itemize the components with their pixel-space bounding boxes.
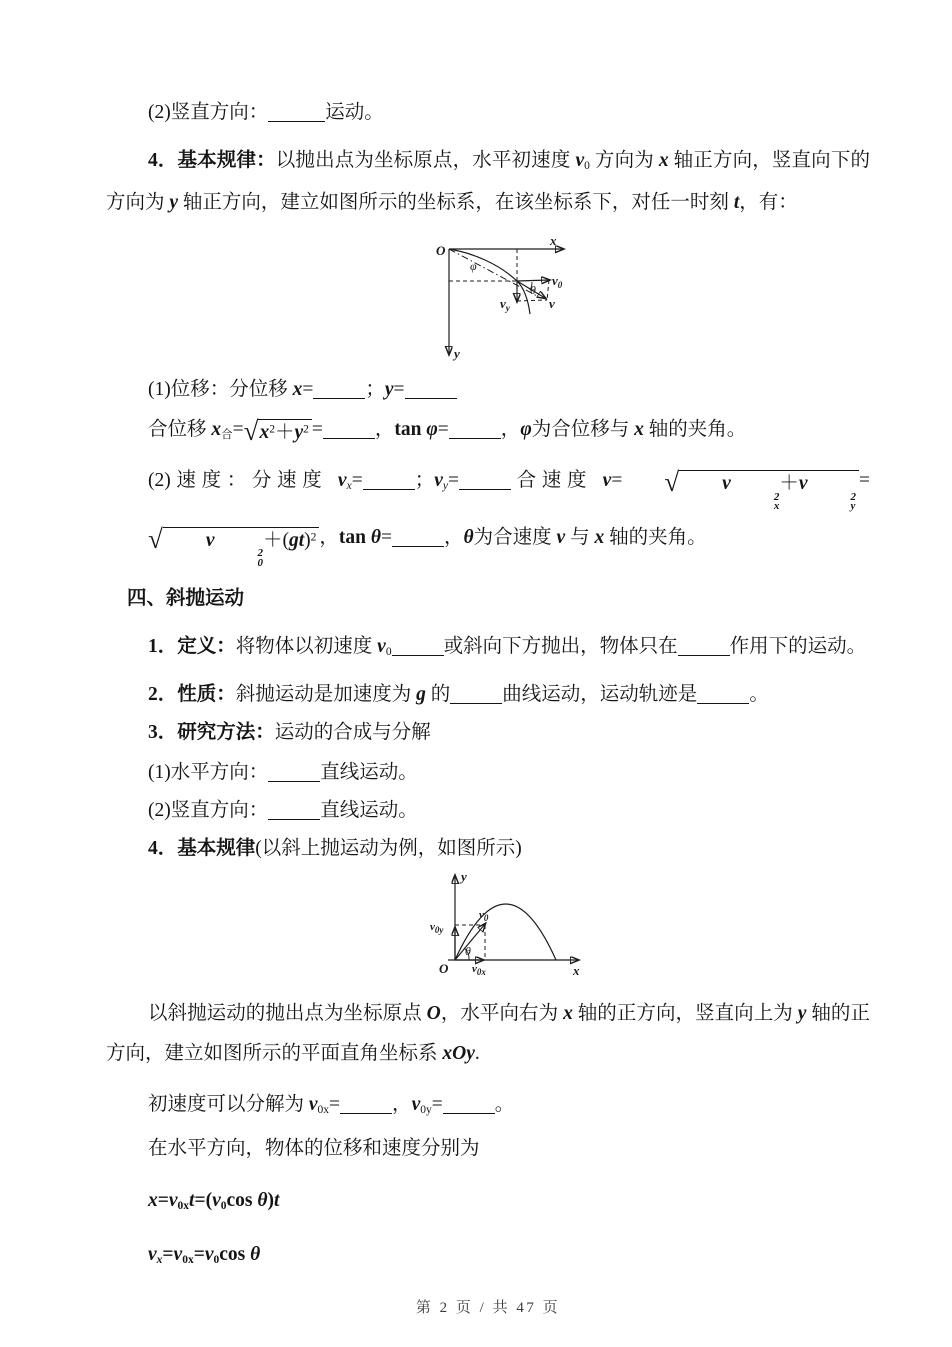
text: = xyxy=(858,470,870,491)
variable: v xyxy=(212,1190,221,1212)
subscript: x xyxy=(346,480,352,493)
radicand xyxy=(258,419,311,445)
xiepao-figure xyxy=(106,868,870,988)
text: 直线运动。 xyxy=(320,762,418,784)
variable: O xyxy=(426,1003,441,1025)
subscript: 0 xyxy=(385,646,392,659)
text: 作用下的运动。 xyxy=(729,636,867,658)
bold-text: 1．定义： xyxy=(148,636,236,658)
text: = xyxy=(351,470,363,491)
variable: xOy xyxy=(442,1043,475,1065)
text: = xyxy=(437,419,449,440)
text: = xyxy=(611,470,623,491)
variable: φ xyxy=(520,419,532,440)
variable: x xyxy=(658,150,669,171)
variable: v xyxy=(204,1244,214,1266)
line-property xyxy=(106,680,870,710)
variable: x xyxy=(148,1190,158,1212)
subscript: 0x xyxy=(182,1254,194,1267)
v-vector-label: v xyxy=(549,296,555,311)
line-displacement xyxy=(106,375,870,405)
fill-in-blank xyxy=(450,684,502,705)
text: 以抛出点为坐标原点，水平初速度 xyxy=(275,150,576,171)
pingpao-figure xyxy=(106,233,870,367)
variable: gt xyxy=(288,529,305,551)
variable: v xyxy=(556,526,566,548)
text: 以斜抛运动的抛出点为坐标原点 xyxy=(148,1003,427,1025)
text: (1)位移：分位移 xyxy=(148,379,293,400)
fill-in-blank xyxy=(268,762,320,783)
text: = xyxy=(232,419,244,440)
text: = xyxy=(302,379,314,400)
text: ， xyxy=(392,1094,412,1116)
variable: v xyxy=(798,473,808,494)
text: 与 xyxy=(565,526,595,548)
subscript: 0 xyxy=(220,1200,227,1213)
variable: t xyxy=(273,1190,280,1212)
text: ＋ xyxy=(274,422,295,443)
text: (2)速度：分速度 xyxy=(148,470,338,491)
text: ＋( xyxy=(262,529,289,551)
fill-in-blank xyxy=(392,526,444,547)
para-velocity xyxy=(106,455,870,568)
variable: y xyxy=(169,192,179,213)
variable: θ xyxy=(257,1190,268,1212)
text: = xyxy=(162,1244,174,1266)
text: 直线运动。 xyxy=(320,800,418,822)
text: 曲线运动，运动轨迹是 xyxy=(502,684,698,706)
fill-in-blank xyxy=(678,636,730,657)
variable: x xyxy=(292,379,303,400)
line-vertical-pingpao xyxy=(106,98,870,128)
page-footer: 第 2 页 / 共 47 页 xyxy=(415,1300,561,1317)
text: 斜抛运动是加速度为 xyxy=(235,684,417,706)
text: ) xyxy=(267,1190,274,1212)
formula-vx xyxy=(106,1240,870,1270)
text: = xyxy=(431,1094,443,1116)
text: ，水平向右为 xyxy=(440,1003,564,1025)
text: 轴的正方向，竖直向上为 xyxy=(572,1003,798,1025)
variable: v xyxy=(337,470,347,491)
subscript: 0x xyxy=(317,1104,330,1117)
variable: θ xyxy=(370,526,382,548)
y-axis-label: y xyxy=(461,869,467,885)
text: ， xyxy=(319,526,339,548)
bold-text: cos xyxy=(219,1244,251,1266)
v0-vector-label: $v_0$ xyxy=(479,909,489,924)
sqrt-expression xyxy=(622,467,859,513)
para-basic-law-pingpao xyxy=(106,140,870,224)
text: ＋ xyxy=(779,473,799,494)
variable: x xyxy=(594,526,605,548)
subscript: 0 xyxy=(584,160,590,173)
theta-angle-label: θ xyxy=(530,283,536,297)
fill-in-blank xyxy=(392,636,444,657)
text: 在水平方向，物体的位移和速度分别为 xyxy=(148,1138,480,1160)
variable: t xyxy=(733,192,740,213)
variable: y xyxy=(294,422,304,443)
variable: v xyxy=(168,1190,178,1212)
origin-label: O xyxy=(436,243,446,258)
text: 运动的合成与分解 xyxy=(274,722,431,744)
text: = xyxy=(381,526,393,548)
text: ，有： xyxy=(739,192,798,213)
variable: v xyxy=(434,470,443,491)
text: 运动。 xyxy=(325,102,384,123)
text: 将物体以初速度 xyxy=(235,636,378,658)
variable: y xyxy=(797,1003,807,1025)
bold-text: cos xyxy=(226,1190,258,1212)
fill-in-blank xyxy=(697,684,749,705)
variable: x xyxy=(634,419,644,440)
block-xiepao xyxy=(106,375,870,864)
fill-in-blank xyxy=(443,1094,495,1115)
variable: y xyxy=(384,379,394,400)
variable: x xyxy=(211,419,222,440)
variable: φ xyxy=(426,419,438,440)
fill-in-blank xyxy=(449,419,501,440)
text: (以斜上抛运动为例，如图所示) xyxy=(255,838,522,860)
sqrt-expression xyxy=(106,523,319,569)
text: = xyxy=(393,379,405,400)
text: 合速度 xyxy=(510,470,603,491)
text: = xyxy=(329,1094,341,1116)
subscript: 0x xyxy=(177,1200,190,1213)
variable: θ xyxy=(250,1244,261,1266)
line-horizontal xyxy=(106,758,870,788)
radicand xyxy=(163,527,320,569)
text: = xyxy=(193,1244,205,1266)
sup-sub-stack: 2 x xyxy=(773,490,780,513)
subscript: y xyxy=(442,480,448,493)
variable: v xyxy=(205,529,215,551)
phi-angle-label: φ xyxy=(470,259,477,273)
text: 轴正方向，建立如图所示的坐标系，在该坐标系下，对任一时刻 xyxy=(178,192,734,213)
text: ， xyxy=(374,419,395,440)
text: ， xyxy=(444,526,464,548)
text: = xyxy=(157,1190,169,1212)
v0-vector-label: $v_0$ xyxy=(552,273,563,290)
x-axis-label: x xyxy=(573,963,580,979)
text: ； xyxy=(365,379,385,400)
text: 为合速度 xyxy=(473,526,557,548)
text: 为合位移与 xyxy=(531,419,635,440)
text: 合位移 xyxy=(148,419,212,440)
text: = xyxy=(311,419,323,440)
text: 轴的夹角。 xyxy=(643,419,747,440)
text: =( xyxy=(194,1190,213,1212)
text: . xyxy=(474,1043,480,1065)
bold-text: tan xyxy=(394,419,427,440)
variable: x xyxy=(563,1003,573,1025)
theta-angle-label: θ xyxy=(465,944,471,959)
v0x-component-label: $v_{0x}$ xyxy=(472,963,486,978)
origin-label: O xyxy=(439,961,449,977)
subscript: 0 xyxy=(213,1254,220,1267)
variable: v xyxy=(173,1244,183,1266)
v0y-component-label: $v_{0y}$ xyxy=(430,921,444,936)
line-method xyxy=(106,718,870,748)
superscript: 2 xyxy=(303,423,309,436)
text: 初速度可以分解为 xyxy=(148,1094,309,1116)
bold-text: tan xyxy=(338,526,371,548)
line-v0-decompose xyxy=(106,1090,870,1120)
line-definition xyxy=(106,632,870,662)
subscript: x xyxy=(156,1254,163,1267)
variable: g xyxy=(416,684,426,706)
text: 。 xyxy=(494,1094,515,1116)
text: 或斜向下方抛出，物体只在 xyxy=(443,636,678,658)
fill-in-blank xyxy=(323,419,375,440)
sup-sub-stack: 2 y xyxy=(850,490,856,513)
bold-text: 4．基本规律： xyxy=(148,150,276,171)
variable: v xyxy=(722,473,731,494)
radical-sign: √ xyxy=(664,467,680,497)
text: 轴的夹角。 xyxy=(604,526,707,548)
variable: v xyxy=(377,636,386,658)
line-vertical-xiepao xyxy=(106,796,870,826)
para-coordinate xyxy=(106,994,870,1074)
block-pingpao xyxy=(106,98,870,224)
fill-in-blank xyxy=(313,379,365,400)
text: ； xyxy=(414,470,435,491)
vy-vector-label: $v_y$ xyxy=(500,296,510,313)
fill-in-blank xyxy=(340,1094,392,1115)
subscript: 合 xyxy=(221,429,233,442)
text: 轴的正方向，建立如图所示的平面直角坐标系 xyxy=(106,1003,870,1065)
text: ， xyxy=(500,419,521,440)
variable: x xyxy=(259,422,270,443)
bold-text: 四、斜抛运动 xyxy=(127,588,245,610)
superscript: 2 xyxy=(310,530,317,543)
sup-sub-stack: 2 0 xyxy=(257,547,263,569)
y-axis-label: y xyxy=(454,346,460,361)
bold-text: 3．研究方法： xyxy=(148,722,275,744)
variable: v xyxy=(308,1094,318,1116)
subscript: 0y xyxy=(420,1104,432,1117)
fill-in-blank xyxy=(405,379,457,400)
xiepao-diagram xyxy=(428,868,588,983)
fill-in-blank xyxy=(459,470,511,491)
text: 的 xyxy=(425,684,451,706)
line-basic-law-xiepao xyxy=(106,834,870,864)
block-formulas xyxy=(106,994,870,1270)
variable: v xyxy=(575,150,585,171)
line-total-displacement xyxy=(106,411,870,449)
heading-xiepao xyxy=(106,584,870,614)
fill-in-blank xyxy=(363,470,415,491)
variable: t xyxy=(189,1190,195,1212)
fill-in-blank xyxy=(268,800,320,821)
line-horizontal-desc xyxy=(106,1134,870,1164)
bold-text: 4．基本规律 xyxy=(148,838,256,860)
radical-sign: √ xyxy=(243,416,259,446)
bold-text: 2．性质： xyxy=(148,684,236,706)
x-axis-label: x xyxy=(550,233,557,248)
text: (1)水平方向： xyxy=(148,762,269,784)
sqrt-expression xyxy=(243,416,312,446)
formula-x xyxy=(106,1186,870,1216)
radicand xyxy=(679,470,859,512)
variable: v xyxy=(602,470,612,491)
pingpao-diagram xyxy=(433,233,583,362)
radical-sign: √ xyxy=(148,523,163,554)
text: ) xyxy=(304,529,311,551)
text: (2)竖直方向： xyxy=(148,800,269,822)
text: (2)竖直方向： xyxy=(148,102,269,123)
variable: v xyxy=(148,1244,157,1266)
variable: v xyxy=(411,1094,421,1116)
variable: θ xyxy=(463,526,474,548)
fill-in-blank xyxy=(268,102,325,123)
text: 轴正方向，竖直向下的方向为 xyxy=(106,150,870,213)
text: 。 xyxy=(749,684,769,706)
text: = xyxy=(447,470,459,491)
superscript: 2 xyxy=(269,423,275,436)
text: 方向为 xyxy=(589,150,659,171)
